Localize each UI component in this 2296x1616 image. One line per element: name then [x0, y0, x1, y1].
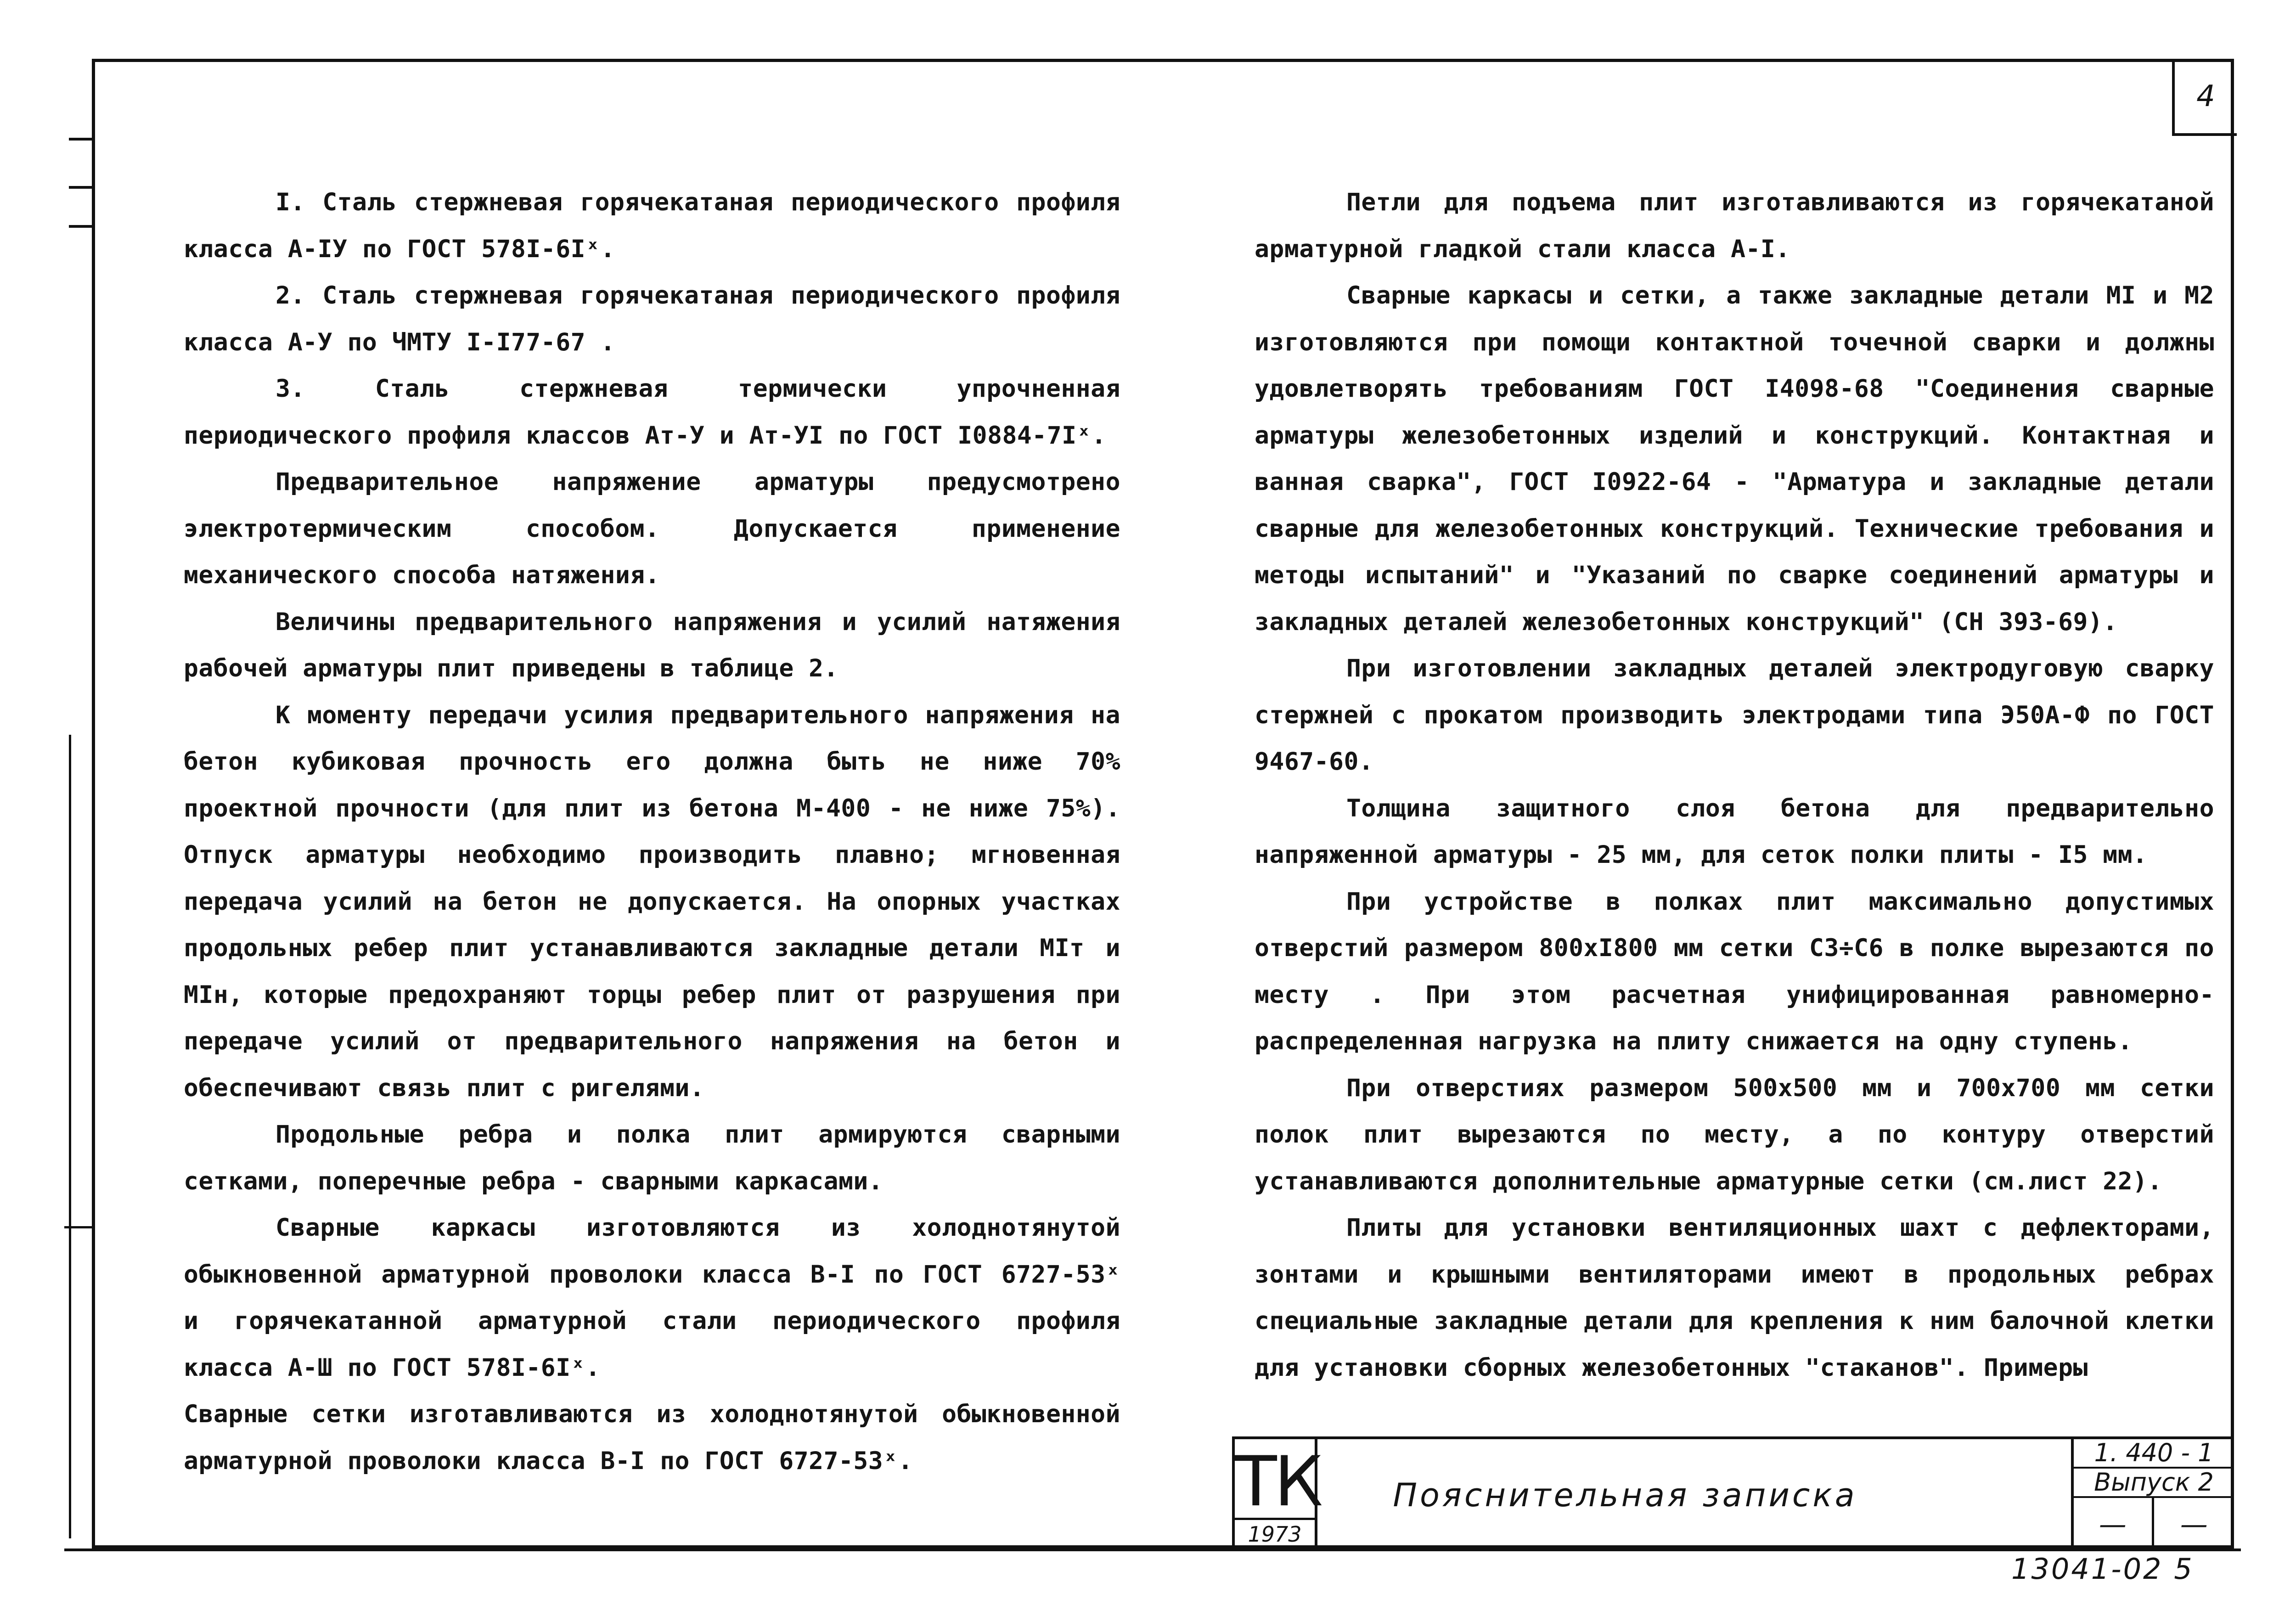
- page-number: 4: [2196, 79, 2215, 113]
- page-number-box: [2172, 62, 2237, 136]
- margin-mark: [69, 186, 94, 189]
- margin-mark: [69, 138, 94, 141]
- paragraph: Продольные ребра и полка плит армируются сварными сетками, поперечные ребра - сварными каркасами.: [184, 1121, 1120, 1195]
- code-cell: [2071, 1439, 2234, 1548]
- left-text-column: [184, 179, 1120, 1484]
- margin-mark: [64, 1226, 92, 1228]
- organization-cell: [1235, 1439, 1321, 1548]
- sheet-cell-right: —: [2180, 1509, 2208, 1541]
- paragraph: 3. Сталь стержневая термически упрочненная периодического профиля классов Ат-У и Ат-УI по ГОСТ I0884-7Iˣ.: [184, 375, 1120, 450]
- organization-mark: ТК: [1235, 1442, 1321, 1522]
- paragraph: 2. Сталь стержневая горячекатаная периодического профиля класса А-У по ЧМТУ I-I77-67 .: [184, 282, 1120, 356]
- right-text-column: [1255, 179, 2214, 1391]
- paragraph: Величины предварительного напряжения и усилий натяжения рабочей арматуры плит приведены в таблице 2.: [184, 608, 1120, 682]
- sheet-cell-left: —: [2074, 1498, 2154, 1551]
- paragraph: Сварные каркасы и сетки, а также закладные детали МI и М2 изготовляются при помощи контактной точечной сварки и должны удовлетворять требованиям ГОСТ I4098-68 "Соединения сварные арматуры железобетонных изделий и конструкций. Контактная и ванная сварка", ГОСТ I0922-64 - "Арматура и закладные детали сварные для железобетонных конструкций. Технические требования и методы испытаний" и "Указаний по сварке соединений арматуры и закладных деталей железобетонных конструкций" (СН 393-69).: [1255, 282, 2214, 636]
- paragraph: Плиты для установки вентиляционных шахт с дефлекторами, зонтами и крышными вентиляторами имеют в продольных ребрах специальные закладные детали для крепления к ним балочной клетки для установки сборных железобетонных "стаканов". Примеры: [1255, 1214, 2214, 1382]
- paragraph: I. Сталь стержневая горячекатаная периодического профиля класса А-IУ по ГОСТ 578I-6Iˣ.: [184, 188, 1120, 263]
- sheet-cells: [2074, 1498, 2234, 1551]
- paragraph: Толщина защитного слоя бетона для предварительно напряженной арматуры - 25 мм, для сеток полки плиты - I5 мм.: [1255, 794, 2214, 869]
- title-block: [1232, 1436, 2234, 1548]
- sheet-number: 13041-02 5: [2011, 1552, 2194, 1586]
- paragraph: Сварные каркасы изготовляются из холоднотянутой обыкновенной арматурной проволоки класса В-I по ГОСТ 6727-53ˣ и горячекатанной арматурной стали периодического профиля класса А-Ш по ГОСТ 578I-6Iˣ.: [184, 1214, 1120, 1382]
- paragraph: Предварительное напряжение арматуры предусмотрено электротермическим способом. Допускается применение механического способа натяжения.: [184, 468, 1120, 589]
- year-label: 1973: [1235, 1518, 1315, 1548]
- margin-mark: [69, 225, 94, 228]
- paragraph: При устройстве в полках плит максимально допустимых отверстий размером 800хI800 мм сетки С3÷С6 в полке вырезаются по месту . При этом расчетная унифицированная равномерно-распределенная нагрузка на плиту снижается на одну ступень.: [1255, 887, 2214, 1055]
- paragraph: При изготовлении закладных деталей электродуговую сварку стержней с прокатом производить электродами типа Э50А-Ф по ГОСТ 9467-60.: [1255, 654, 2214, 776]
- document-title: Пояснительная записка: [1393, 1476, 1857, 1514]
- margin-mark: [69, 735, 71, 1538]
- series-code: 1. 440 - 1: [2074, 1439, 2234, 1469]
- bottom-rule: [64, 1548, 2241, 1551]
- paragraph: К моменту передачи усилия предварительного напряжения на бетон кубиковая прочность его должна быть не ниже 70% проектной прочности (для плит из бетона М-400 - не ниже 75%). Отпуск арматуры необходимо производить плавно; мгновенная передача усилий на бетон не допускается. На опорных участках продольных ребер плит устанавливаются закладные детали МIт и МIн, которые предохраняют торцы ребер плит от разрушения при передаче усилий от предварительного напряжения на бетон и обеспечивают связь плит с ригелями.: [184, 701, 1120, 1102]
- paragraph: При отверстиях размером 500х500 мм и 700х700 мм сетки полок плит вырезаются по месту, а по контуру отверстий устанавливаются дополнительные арматурные сетки (см.лист 22).: [1255, 1074, 2214, 1195]
- paragraph: Сварные сетки изготавливаются из холоднотянутой обыкновенной арматурной проволоки класса В-I по ГОСТ 6727-53ˣ.: [184, 1400, 1120, 1475]
- issue-label: Выпуск 2: [2074, 1469, 2234, 1498]
- paragraph: Петли для подъема плит изготавливаются из горячекатаной арматурной гладкой стали класса А-I.: [1255, 188, 2214, 263]
